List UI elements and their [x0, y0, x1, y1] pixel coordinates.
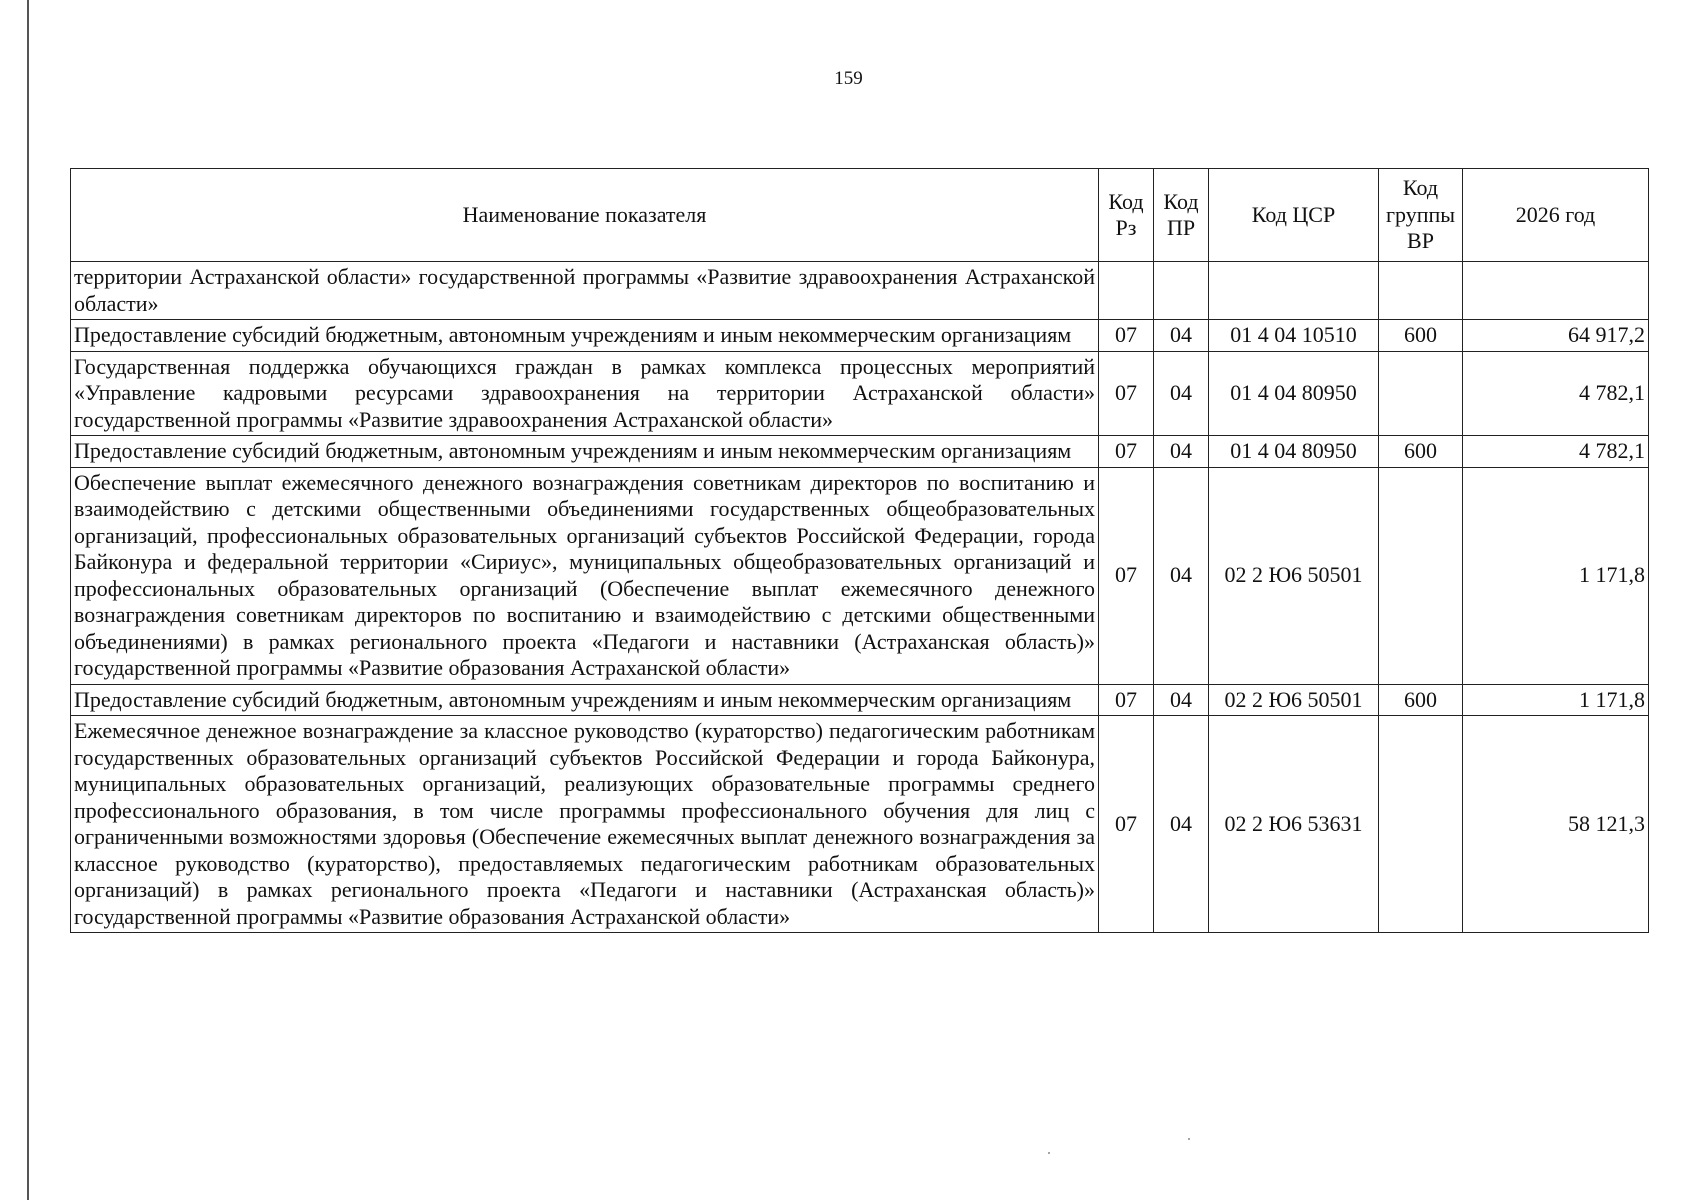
row-csr: 01 4 04 80950 — [1209, 351, 1379, 436]
row-rz: 07 — [1099, 436, 1154, 468]
row-amount: 1 171,8 — [1463, 684, 1649, 716]
scan-speck — [1188, 1138, 1190, 1140]
row-rz: 07 — [1099, 716, 1154, 933]
table-row — [71, 262, 1649, 320]
row-name: территории Астраханской области» государственной программы «Развитие здравоохранения Астраханской области» — [71, 262, 1099, 320]
row-amount: 4 782,1 — [1463, 351, 1649, 436]
row-amount: 58 121,3 — [1463, 716, 1649, 933]
table-header-row — [71, 169, 1649, 262]
row-rz: 07 — [1099, 467, 1154, 684]
table-row — [71, 684, 1649, 716]
row-pr — [1154, 262, 1209, 320]
row-name: Предоставление субсидий бюджетным, автономным учреждениям и иным некоммерческим организациям — [71, 320, 1099, 352]
row-pr: 04 — [1154, 467, 1209, 684]
row-name: Государственная поддержка обучающихся граждан в рамках комплекса процессных мероприятий «Управление кадровыми ресурсами здравоохранения на территории Астраханской области» государственной программы «Развитие здравоохранения Астраханской области» — [71, 351, 1099, 436]
row-vr: 600 — [1379, 320, 1463, 352]
row-pr: 04 — [1154, 436, 1209, 468]
row-name: Обеспечение выплат ежемесячного денежного вознаграждения советникам директоров по воспитанию и взаимодействию с детскими общественными объединениями государственных общеобразовательных организаций, профессиональных образовательных организаций субъектов Российской Федерации, города Байконура и федеральной территории «Сириус», муниципальных общеобразовательных организаций и профессиональных образовательных организаций (Обеспечение выплат ежемесячного денежного вознаграждения советникам директоров по воспитанию и взаимодействию с детскими общественными объединениями) в рамках регионального проекта «Педагоги и наставники (Астраханская область)» государственной программы «Развитие образования Астраханской области» — [71, 467, 1099, 684]
budget-table — [70, 168, 1649, 933]
row-vr: 600 — [1379, 436, 1463, 468]
table-row — [71, 436, 1649, 468]
header-vr: Код группы ВР — [1379, 169, 1463, 262]
row-pr: 04 — [1154, 684, 1209, 716]
row-name: Предоставление субсидий бюджетным, автономным учреждениям и иным некоммерческим организациям — [71, 684, 1099, 716]
row-vr — [1379, 467, 1463, 684]
row-pr: 04 — [1154, 716, 1209, 933]
row-pr: 04 — [1154, 320, 1209, 352]
row-amount: 64 917,2 — [1463, 320, 1649, 352]
row-csr: 02 2 Ю6 53631 — [1209, 716, 1379, 933]
table-row — [71, 320, 1649, 352]
table-row — [71, 467, 1649, 684]
row-rz: 07 — [1099, 684, 1154, 716]
table-row — [71, 351, 1649, 436]
row-amount: 1 171,8 — [1463, 467, 1649, 684]
page-number: 159 — [834, 68, 863, 89]
row-name: Предоставление субсидий бюджетным, автономным учреждениям и иным некоммерческим организациям — [71, 436, 1099, 468]
row-csr: 02 2 Ю6 50501 — [1209, 467, 1379, 684]
row-rz: 07 — [1099, 320, 1154, 352]
header-pr: Код ПР — [1154, 169, 1209, 262]
header-csr: Код ЦСР — [1209, 169, 1379, 262]
row-pr: 04 — [1154, 351, 1209, 436]
row-vr — [1379, 351, 1463, 436]
header-year: 2026 год — [1463, 169, 1649, 262]
row-vr — [1379, 716, 1463, 933]
row-csr: 02 2 Ю6 50501 — [1209, 684, 1379, 716]
row-vr — [1379, 262, 1463, 320]
row-vr: 600 — [1379, 684, 1463, 716]
header-rz: Код Рз — [1099, 169, 1154, 262]
binding-edge-line — [27, 0, 29, 1200]
row-csr: 01 4 04 80950 — [1209, 436, 1379, 468]
table-row — [71, 716, 1649, 933]
row-rz — [1099, 262, 1154, 320]
row-csr — [1209, 262, 1379, 320]
row-name: Ежемесячное денежное вознаграждение за классное руководство (кураторство) педагогическим работникам государственных образовательных организаций субъектов Российской Федерации и города Байконура, муниципальных образовательных организаций, реализующих образовательные программы среднего профессионального образования, в том числе программы профессионального обучения для лиц с ограниченными возможностями здоровья (Обеспечение ежемесячных выплат денежного вознаграждения за классное руководство (кураторство), предоставляемых педагогическим работникам образовательных организаций) в рамках регионального проекта «Педагоги и наставники (Астраханская область)» государственной программы «Развитие образования Астраханской области» — [71, 716, 1099, 933]
scan-speck — [1048, 1152, 1050, 1154]
row-rz: 07 — [1099, 351, 1154, 436]
header-name: Наименование показателя — [71, 169, 1099, 262]
row-amount: 4 782,1 — [1463, 436, 1649, 468]
row-csr: 01 4 04 10510 — [1209, 320, 1379, 352]
row-amount — [1463, 262, 1649, 320]
